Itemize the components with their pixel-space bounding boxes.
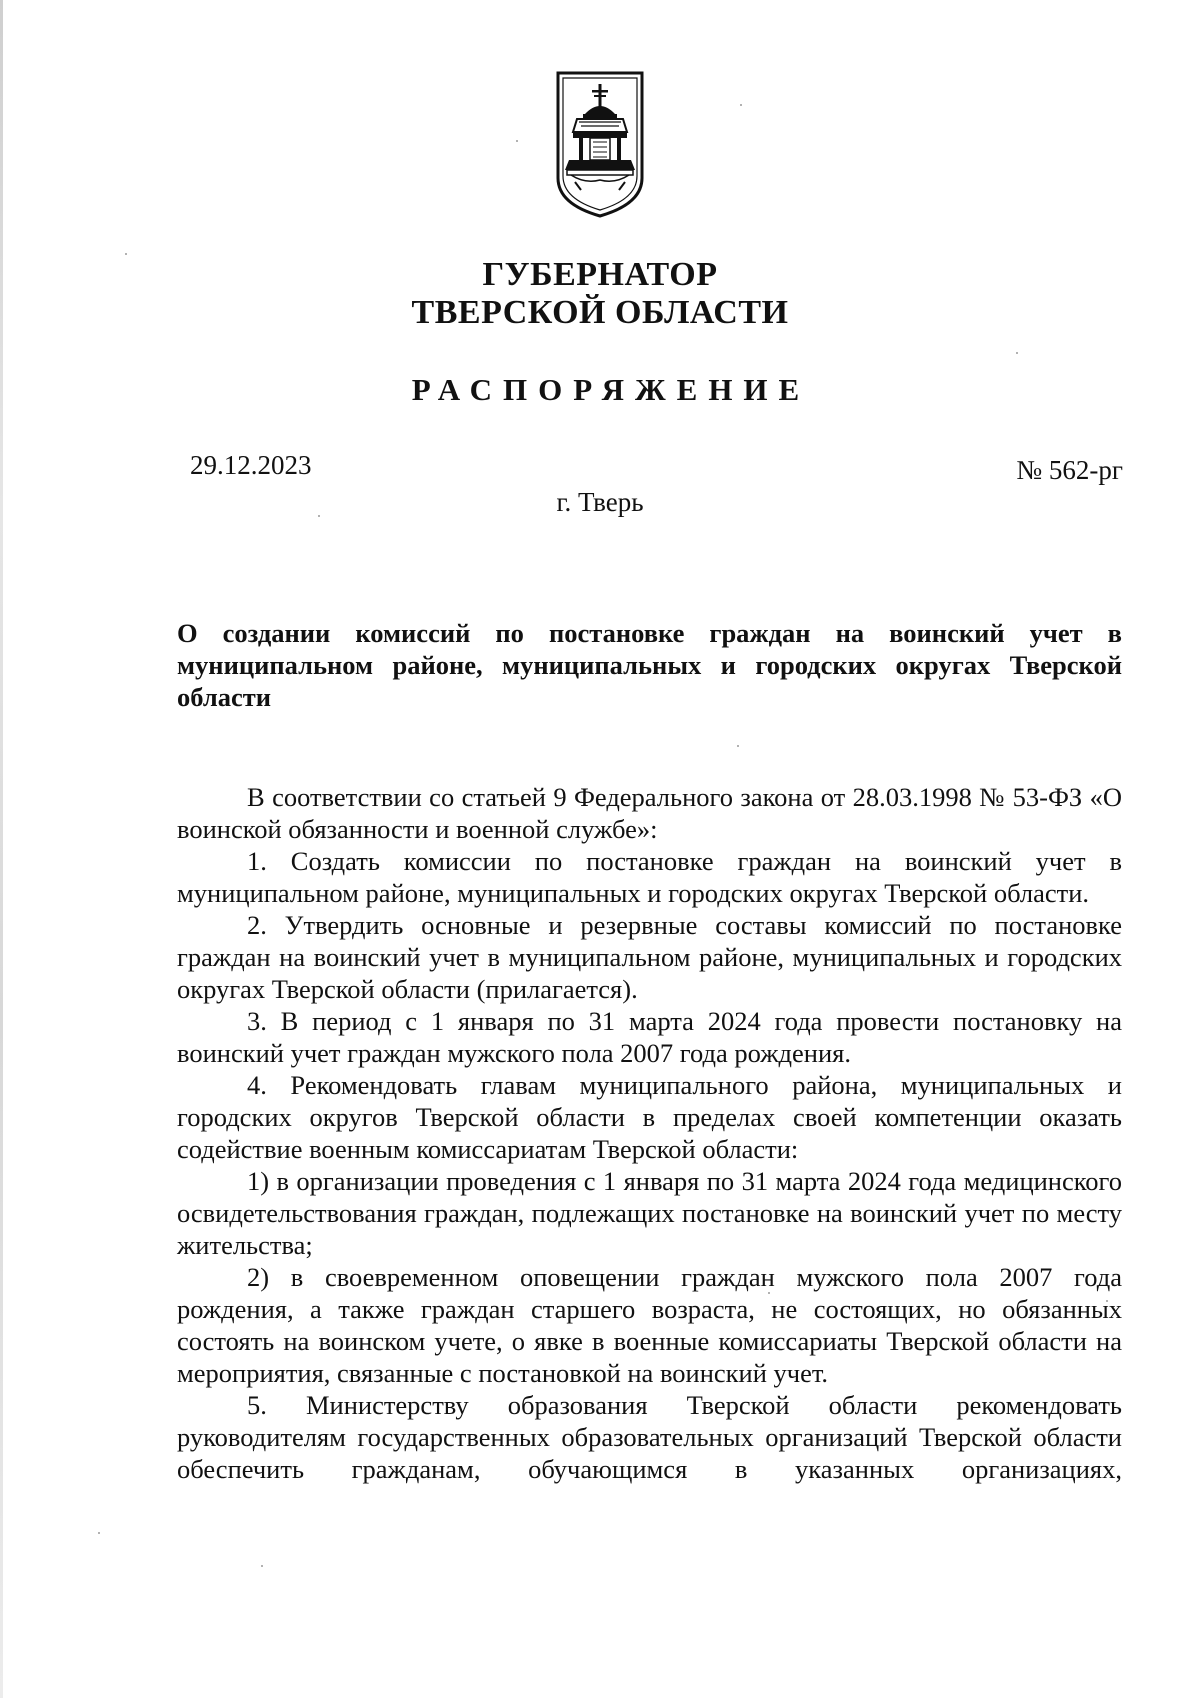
scan-speck <box>516 140 518 142</box>
scan-speck <box>1016 352 1018 354</box>
preamble-paragraph: В соответствии со статьей 9 Федерального закона от 28.03.1998 № 53-ФЗ «О воинской обязанности и военной службе»: <box>177 782 1122 844</box>
document-date: 29.12.2023 <box>190 450 312 480</box>
item-4-2-paragraph: 2) в своевременном оповещении граждан мужского пола 2007 года рождения, а также граждан старшего возраста, не состоящих, но обязанных состоять на воинском учете, о явке в военные комиссариаты Тверской области на мероприятия, связанные с постановкой на воинский учет. <box>177 1262 1122 1388</box>
item-4-paragraph: 4. Рекомендовать главам муниципального района, муниципальных и городских округов Тверской области в пределах своей компетенции оказать содействие военным комиссариатам Тверской области: <box>177 1070 1122 1164</box>
document-type: РАСПОРЯЖЕНИЕ <box>411 372 811 407</box>
region-title: ТВЕРСКОЙ ОБЛАСТИ <box>411 294 789 331</box>
issuer-heading <box>0 256 1200 332</box>
item-1-paragraph: 1. Создать комиссии по постановке граждан на воинский учет в муниципальном районе, муниципальных и городских округах Тверской области. <box>177 846 1122 908</box>
item-3-paragraph: 3. В период с 1 января по 31 марта 2024 года провести постановку на воинский учет граждан мужского пола 2007 года рождения. <box>177 1006 1122 1068</box>
document-city: г. Тверь <box>556 487 644 517</box>
scan-speck <box>98 1532 100 1534</box>
item-2-paragraph: 2. Утвердить основные и резервные составы комиссий по постановке граждан на воинский учет в муниципальном районе, муниципальных и городских округах Тверской области (прилагается). <box>177 910 1122 1004</box>
scan-speck <box>737 745 739 747</box>
scan-edge <box>0 0 3 1698</box>
item-5-paragraph: 5. Министерству образования Тверской области рекомендовать руководителям государственных образовательных организаций Тверской области обеспечить гражданам, обучающимся в указанных организациях, <box>177 1390 1122 1484</box>
document-body <box>177 781 1122 1485</box>
document-subject: О создании комиссий по постановке граждан на воинский учет в муниципальном районе, муниципальных и городских округах Тверской области <box>177 618 1122 712</box>
item-4-1-paragraph: 1) в организации проведения с 1 января по 31 марта 2024 года медицинского освидетельствования граждан, подлежащих постановке на воинский учет по месту жительства; <box>177 1166 1122 1260</box>
authority-title: ГУБЕРНАТОР <box>482 256 718 293</box>
scan-speck <box>261 1565 263 1567</box>
document-number: № 562-рг <box>1016 455 1123 485</box>
scan-speck <box>125 253 127 255</box>
coat-of-arms-icon <box>555 70 645 220</box>
scan-speck <box>740 104 742 106</box>
